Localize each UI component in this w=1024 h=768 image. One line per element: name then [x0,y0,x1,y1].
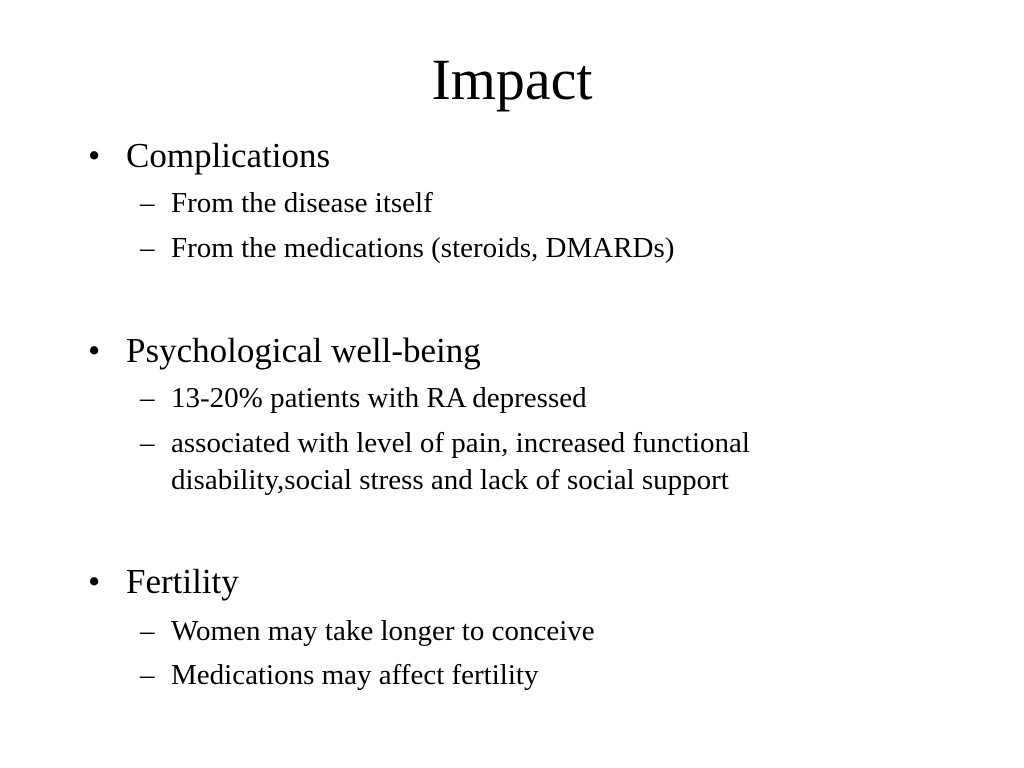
dash-icon: – [140,427,155,459]
sub-item-text: Women may take longer to conceive [171,615,595,647]
dash-icon: – [140,615,155,647]
sub-item-text: From the medications (steroids, DMARDs) [171,232,675,264]
sub-item-text: Medications may affect fertility [171,659,539,691]
sub-item-text: associated with level of pain, increased functional [171,427,750,459]
bullet-icon: • [88,331,101,370]
slide-title: Impact [431,47,593,112]
bullet-text: Fertility [126,562,239,601]
bullet-text: Psychological well-being [126,331,481,370]
dash-icon: – [140,382,155,414]
dash-icon: – [140,232,155,264]
sub-item-text: From the disease itself [171,187,433,219]
sub-item-text: 13-20% patients with RA depressed [171,382,587,414]
bullet-icon: • [88,136,101,175]
dash-icon: – [140,187,155,219]
sub-item-text: disability,social stress and lack of social support [171,464,729,496]
bullet-text: Complications [126,136,331,175]
dash-icon: – [140,659,155,691]
bullet-icon: • [88,562,101,601]
